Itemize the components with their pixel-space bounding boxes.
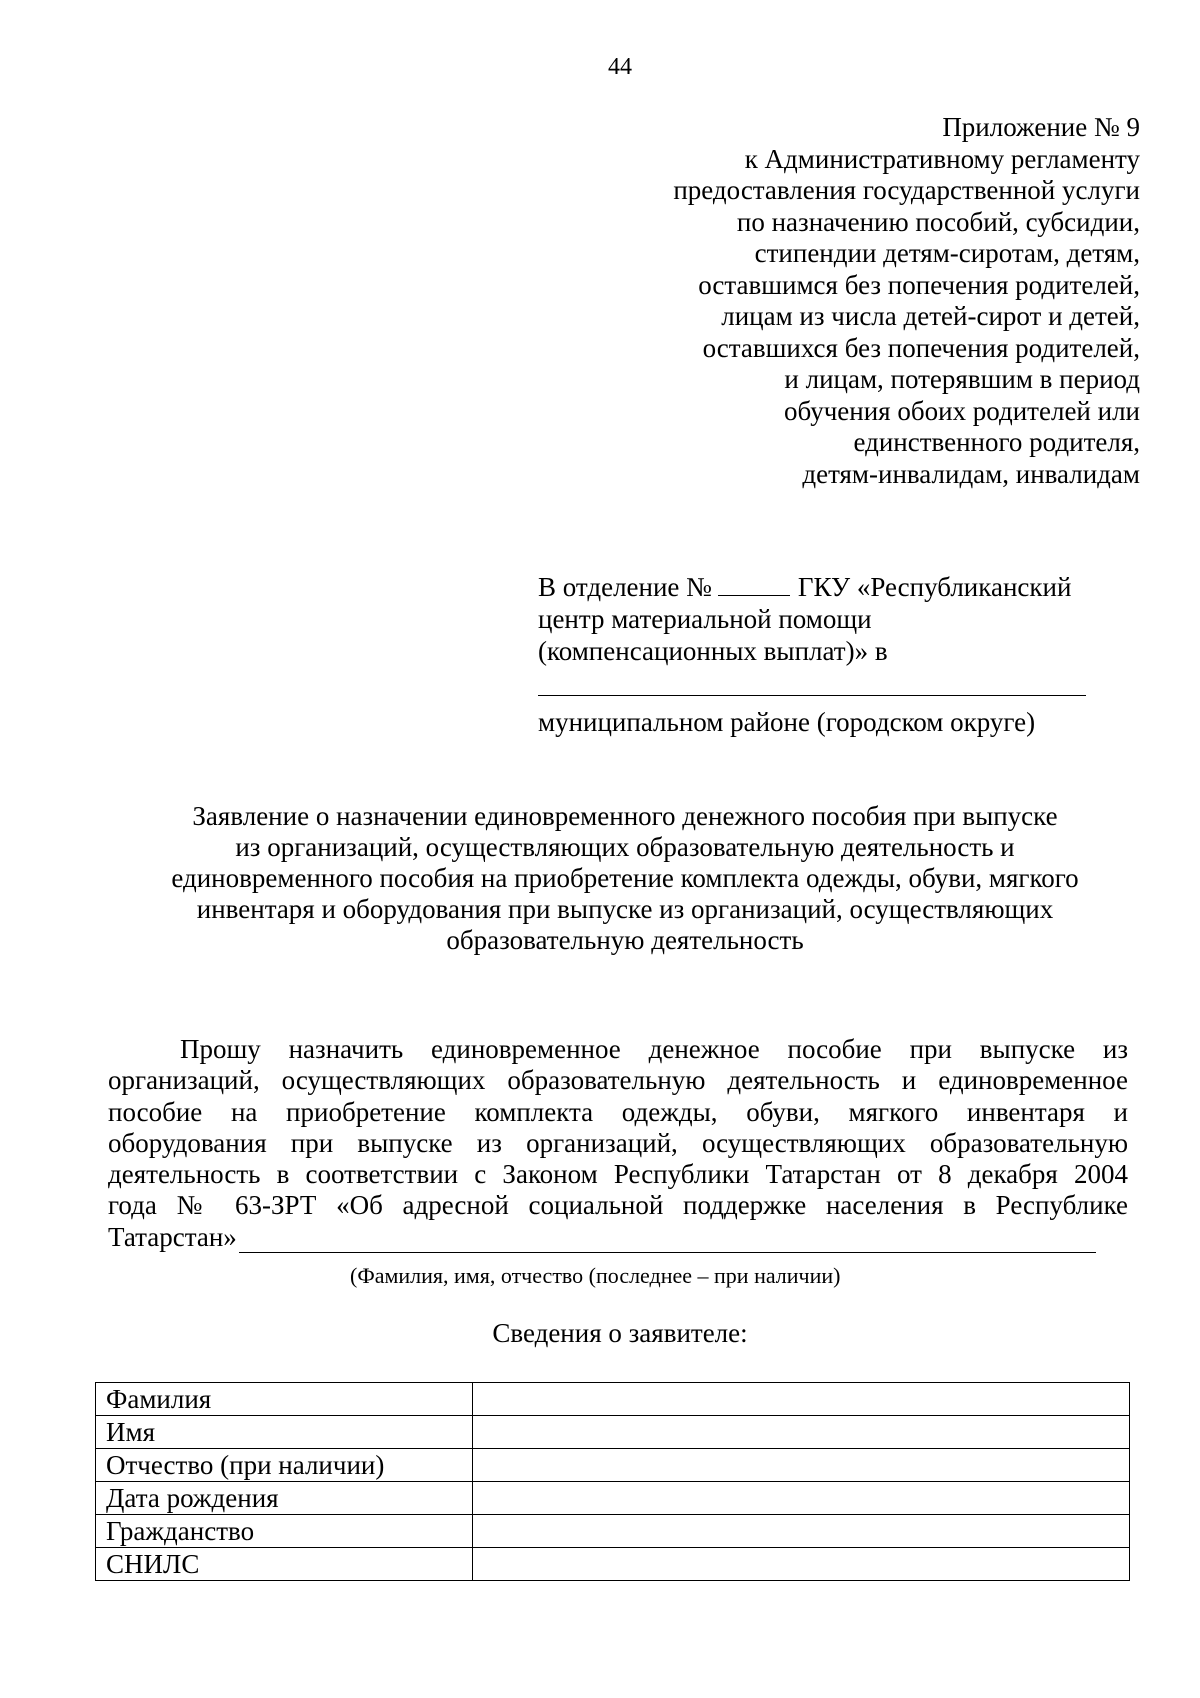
table-row [96, 1548, 1130, 1581]
paragraph-line: года № 63-ЗРТ «Об адресной социальной поддержке населения в Республике [108, 1190, 1128, 1221]
row-label: СНИЛС [96, 1548, 473, 1581]
paragraph-line: деятельность в соответствии с Законом Республики Татарстан от 8 декабря 2004 [108, 1159, 1128, 1190]
paragraph-line: Прошу назначить единовременное денежное пособие при выпуске из [180, 1034, 1128, 1064]
paragraph-line: организаций, осуществляющих образовательную деятельность и единовременное [108, 1065, 1128, 1096]
row-value-snils[interactable] [473, 1548, 1130, 1581]
appendix-line: и лицам, потерявшим в период [784, 364, 1140, 394]
application-paragraph [108, 1034, 1128, 1253]
table-row [96, 1449, 1130, 1482]
addressee-block [538, 571, 1138, 738]
appendix-line: обучения обоих родителей или [784, 395, 1140, 426]
addressee-suffix: ГКУ «Республиканский [797, 572, 1072, 602]
addressee-line-3: (компенсационных выплат)» в [538, 636, 888, 666]
paragraph-line: оборудования при выпуске из организаций, осуществляющих образовательную [108, 1127, 1128, 1158]
table-row [96, 1383, 1130, 1416]
title-line: образовательную деятельность [446, 925, 804, 955]
row-value-surname[interactable] [473, 1383, 1130, 1416]
applicant-info-table [95, 1382, 1130, 1581]
district-blank[interactable] [538, 675, 1086, 696]
full-name-caption: (Фамилия, имя, отчество (последнее – при наличии) [350, 1263, 841, 1288]
appendix-line: Приложение № 9 [942, 112, 1140, 142]
appendix-line: стипендии детям-сиротам, детям, [754, 238, 1140, 268]
row-value-citizenship[interactable] [473, 1515, 1130, 1548]
title-line: Заявление о назначении единовременного денежного пособия при выпуске [192, 801, 1058, 831]
table-row [96, 1416, 1130, 1449]
appendix-header [500, 112, 1140, 490]
title-line: единовременного пособия на приобретение комплекта одежды, обуви, мягкого [171, 863, 1079, 893]
row-value-birth-date[interactable] [473, 1482, 1130, 1515]
table-row [96, 1482, 1130, 1515]
appendix-line: единственного родителя, [853, 427, 1140, 457]
appendix-line: лицам из числа детей-сирот и детей, [721, 301, 1140, 331]
appendix-line: оставшимся без попечения родителей, [698, 269, 1140, 300]
appendix-line: детям-инвалидам, инвалидам [802, 458, 1140, 489]
title-line: из организаций, осуществляющих образовательную деятельность и [235, 832, 1015, 862]
department-number-blank[interactable] [718, 573, 790, 596]
row-label: Дата рождения [96, 1482, 473, 1515]
row-value-name[interactable] [473, 1416, 1130, 1449]
paragraph-line: пособие на приобретение комплекта одежды, обуви, мягкого инвентаря и [108, 1096, 1128, 1127]
appendix-line: оставшихся без попечения родителей, [702, 332, 1140, 363]
appendix-line: к Административному регламенту [744, 143, 1140, 174]
page-number: 44 [608, 54, 632, 80]
full-name-blank[interactable] [239, 1228, 1096, 1253]
appendix-line: предоставления государственной услуги [673, 175, 1140, 205]
paragraph-last-line [108, 1222, 1128, 1253]
appendix-line: по назначению пособий, субсидии, [736, 206, 1140, 237]
row-value-patronymic[interactable] [473, 1449, 1130, 1482]
paragraph-last-word: Татарстан» [108, 1221, 237, 1252]
row-label: Гражданство [96, 1515, 473, 1548]
row-label: Фамилия [96, 1383, 473, 1416]
addressee-line-1 [538, 571, 1138, 603]
addressee-prefix: В отделение № [538, 572, 712, 602]
applicant-section-title: Сведения о заявителе: [492, 1318, 748, 1348]
addressee-line-4: муниципальном районе (городском округе) [538, 707, 1036, 737]
row-label: Имя [96, 1416, 473, 1449]
row-label: Отчество (при наличии) [96, 1449, 473, 1482]
document-title [120, 801, 1130, 956]
title-line: инвентаря и оборудования при выпуске из организаций, осуществляющих [196, 894, 1054, 924]
table-row [96, 1515, 1130, 1548]
addressee-line-2: центр материальной помощи [538, 604, 872, 634]
